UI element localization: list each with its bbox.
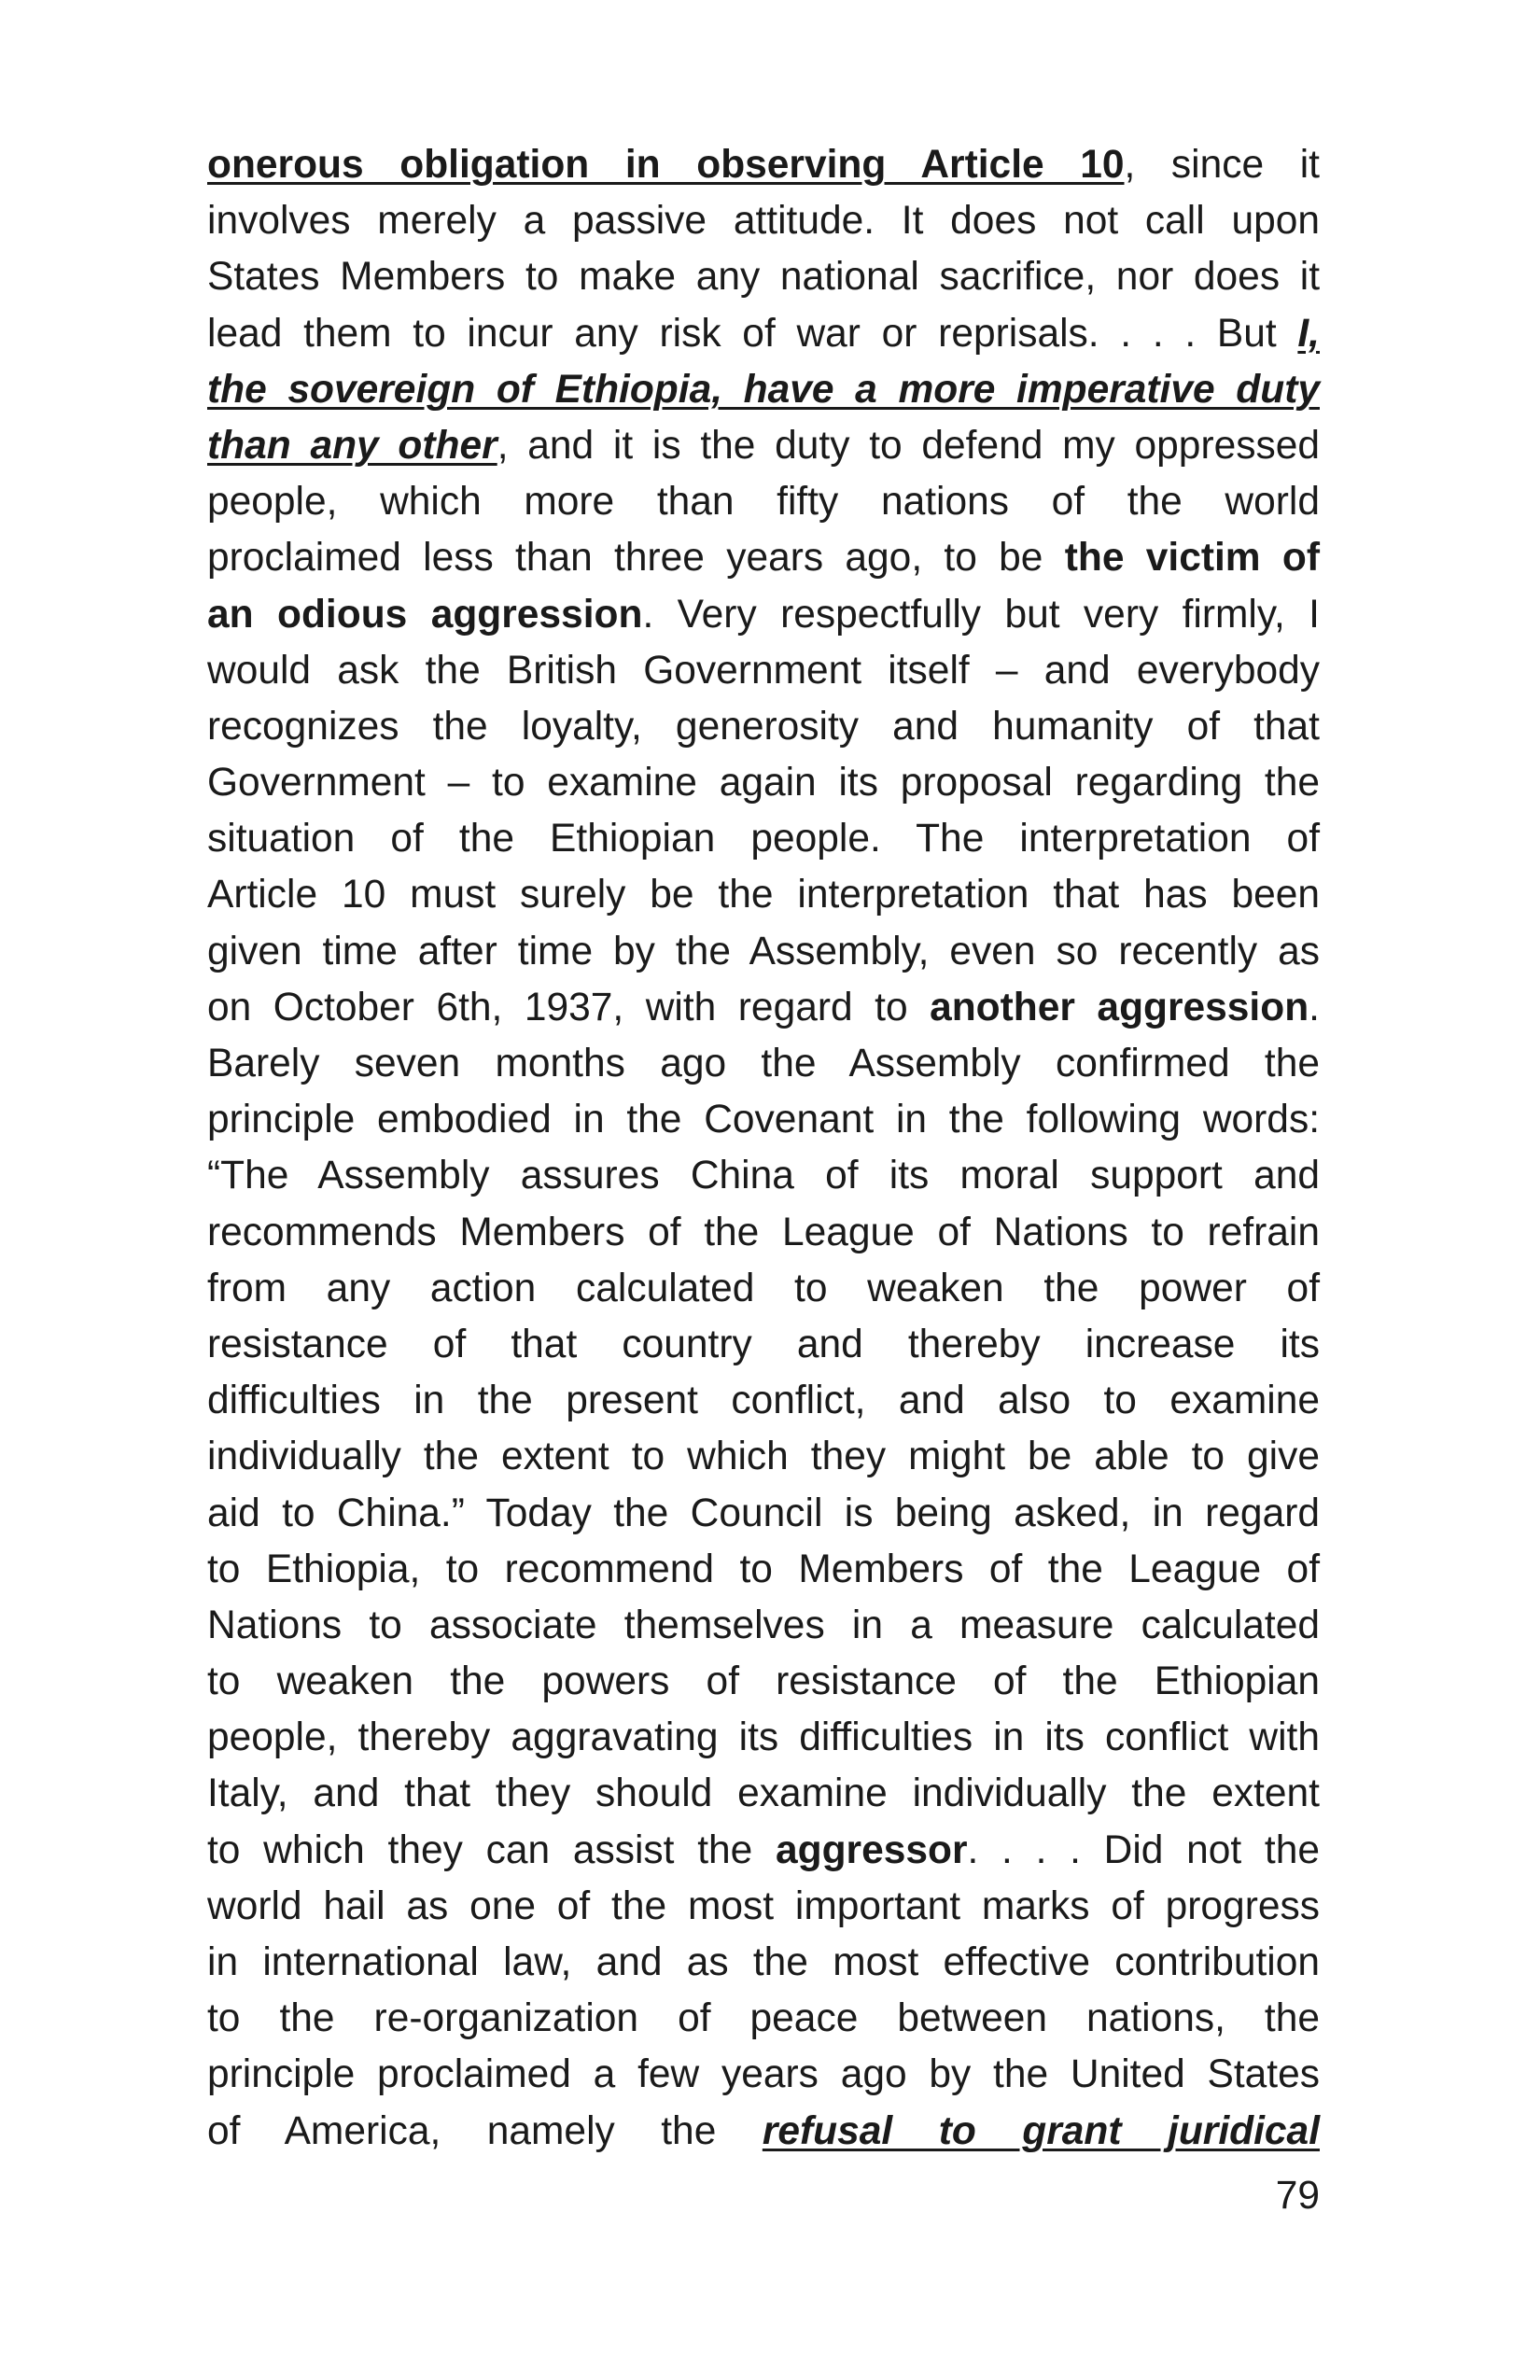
text-line: [207, 1598, 1320, 1654]
text-run: “The Assembly assures China of its moral support and: [207, 1154, 1320, 1198]
text-line: [207, 1935, 1320, 1991]
text-run: Italy, and that they should examine individually the extent: [207, 1771, 1320, 1816]
text-run: Nations to associate themselves in a measure calculated: [207, 1603, 1320, 1647]
text-line: [207, 1991, 1320, 2047]
text-line: [207, 1542, 1320, 1598]
text-line: [207, 418, 1320, 474]
text-line: [207, 249, 1320, 305]
text-line: [207, 1092, 1320, 1148]
text-line: [207, 1373, 1320, 1429]
text-line: [207, 530, 1320, 586]
text-line: [207, 1036, 1320, 1092]
text-line: [207, 1766, 1320, 1822]
text-run: world hail as one of the most important marks of progress: [207, 1883, 1320, 1928]
text-line: [207, 1205, 1320, 1261]
emphasized-text: the victim of: [1064, 536, 1320, 581]
text-line: [207, 306, 1320, 362]
text-run: to Ethiopia, to recommend to Members of the League of: [207, 1547, 1320, 1591]
text-run: of America, namely the: [207, 2108, 763, 2153]
text-line: [207, 137, 1320, 193]
body-text: [207, 137, 1320, 2160]
text-line: [207, 1429, 1320, 1485]
text-line: [207, 2104, 1320, 2160]
text-run: Article 10 must surely be the interpretation that has been: [207, 873, 1320, 917]
text-line: [207, 867, 1320, 923]
text-run: principle embodied in the Covenant in the following words:: [207, 1098, 1320, 1142]
text-line: [207, 699, 1320, 755]
text-run: individually the extent to which they might be able to give: [207, 1435, 1320, 1479]
emphasized-text: I,: [1297, 311, 1320, 356]
text-line: [207, 755, 1320, 811]
emphasized-text: another aggression: [930, 985, 1309, 1029]
text-run: aid to China.” Today the Council is being asked, in regard: [207, 1491, 1320, 1535]
text-line: [207, 474, 1320, 530]
text-run: people, which more than fifty nations of the world: [207, 480, 1320, 525]
text-run: , and it is the duty to defend my oppressed: [497, 423, 1321, 468]
text-run: . . . . Did not the: [967, 1827, 1320, 1872]
text-run: . Very respectfully but very firmly, I: [642, 592, 1320, 637]
text-line: [207, 980, 1320, 1036]
text-run: lead them to incur any risk of war or reprisals. . . . But: [207, 311, 1298, 356]
text-run: recommends Members of the League of Nations to refrain: [207, 1210, 1320, 1254]
text-line: [207, 811, 1320, 867]
text-run: States Members to make any national sacrifice, nor does it: [207, 255, 1320, 300]
text-line: [207, 1486, 1320, 1542]
emphasized-text: onerous obligation in observing Article 10: [207, 143, 1125, 187]
text-line: [207, 1879, 1320, 1935]
text-run: involves merely a passive attitude. It does not call upon: [207, 199, 1320, 244]
text-line: [207, 1654, 1320, 1710]
text-line: [207, 1710, 1320, 1766]
text-line: [207, 924, 1320, 980]
text-line: [207, 193, 1320, 249]
emphasized-text: refusal to grant juridical: [762, 2108, 1320, 2153]
text-run: to weaken the powers of resistance of the Ethiopian: [207, 1659, 1320, 1704]
text-line: [207, 587, 1320, 643]
text-run: .: [1309, 985, 1320, 1029]
text-line: [207, 1317, 1320, 1373]
text-run: from any action calculated to weaken the power of: [207, 1266, 1320, 1310]
text-run: to the re-organization of peace between nations, the: [207, 1996, 1320, 2041]
text-run: would ask the British Government itself – and everybody: [207, 648, 1320, 693]
text-run: given time after time by the Assembly, even so recently as: [207, 929, 1320, 973]
text-run: , since it: [1124, 143, 1320, 187]
text-run: Government – to examine again its proposal regarding the: [207, 761, 1320, 805]
text-line: [207, 2047, 1320, 2103]
text-run: principle proclaimed a few years ago by the United States: [207, 2052, 1320, 2097]
emphasized-text: than any other: [207, 423, 497, 468]
text-line: [207, 362, 1320, 418]
text-line: [207, 1823, 1320, 1879]
text-run: in international law, and as the most effective contribution: [207, 1940, 1320, 1984]
text-run: proclaimed less than three years ago, to be: [207, 536, 1065, 581]
text-run: on October 6th, 1937, with regard to: [207, 985, 931, 1029]
text-run: recognizes the loyalty, generosity and humanity of that: [207, 704, 1320, 749]
page-number: 79: [1275, 2174, 1320, 2218]
emphasized-text: aggressor: [776, 1827, 968, 1872]
text-line: [207, 1148, 1320, 1204]
text-run: people, thereby aggravating its difficulties in its conflict with: [207, 1715, 1320, 1760]
emphasized-text: the sovereign of Ethiopia, have a more imperative duty: [207, 367, 1320, 412]
emphasized-text: an odious aggression: [207, 592, 643, 637]
text-line: [207, 643, 1320, 699]
text-run: resistance of that country and thereby increase its: [207, 1322, 1320, 1366]
text-run: difficulties in the present conflict, and also to examine: [207, 1379, 1320, 1423]
text-line: [207, 1261, 1320, 1317]
text-run: Barely seven months ago the Assembly confirmed the: [207, 1042, 1320, 1085]
text-run: situation of the Ethiopian people. The interpretation of: [207, 817, 1320, 861]
text-run: to which they can assist the: [207, 1827, 776, 1872]
